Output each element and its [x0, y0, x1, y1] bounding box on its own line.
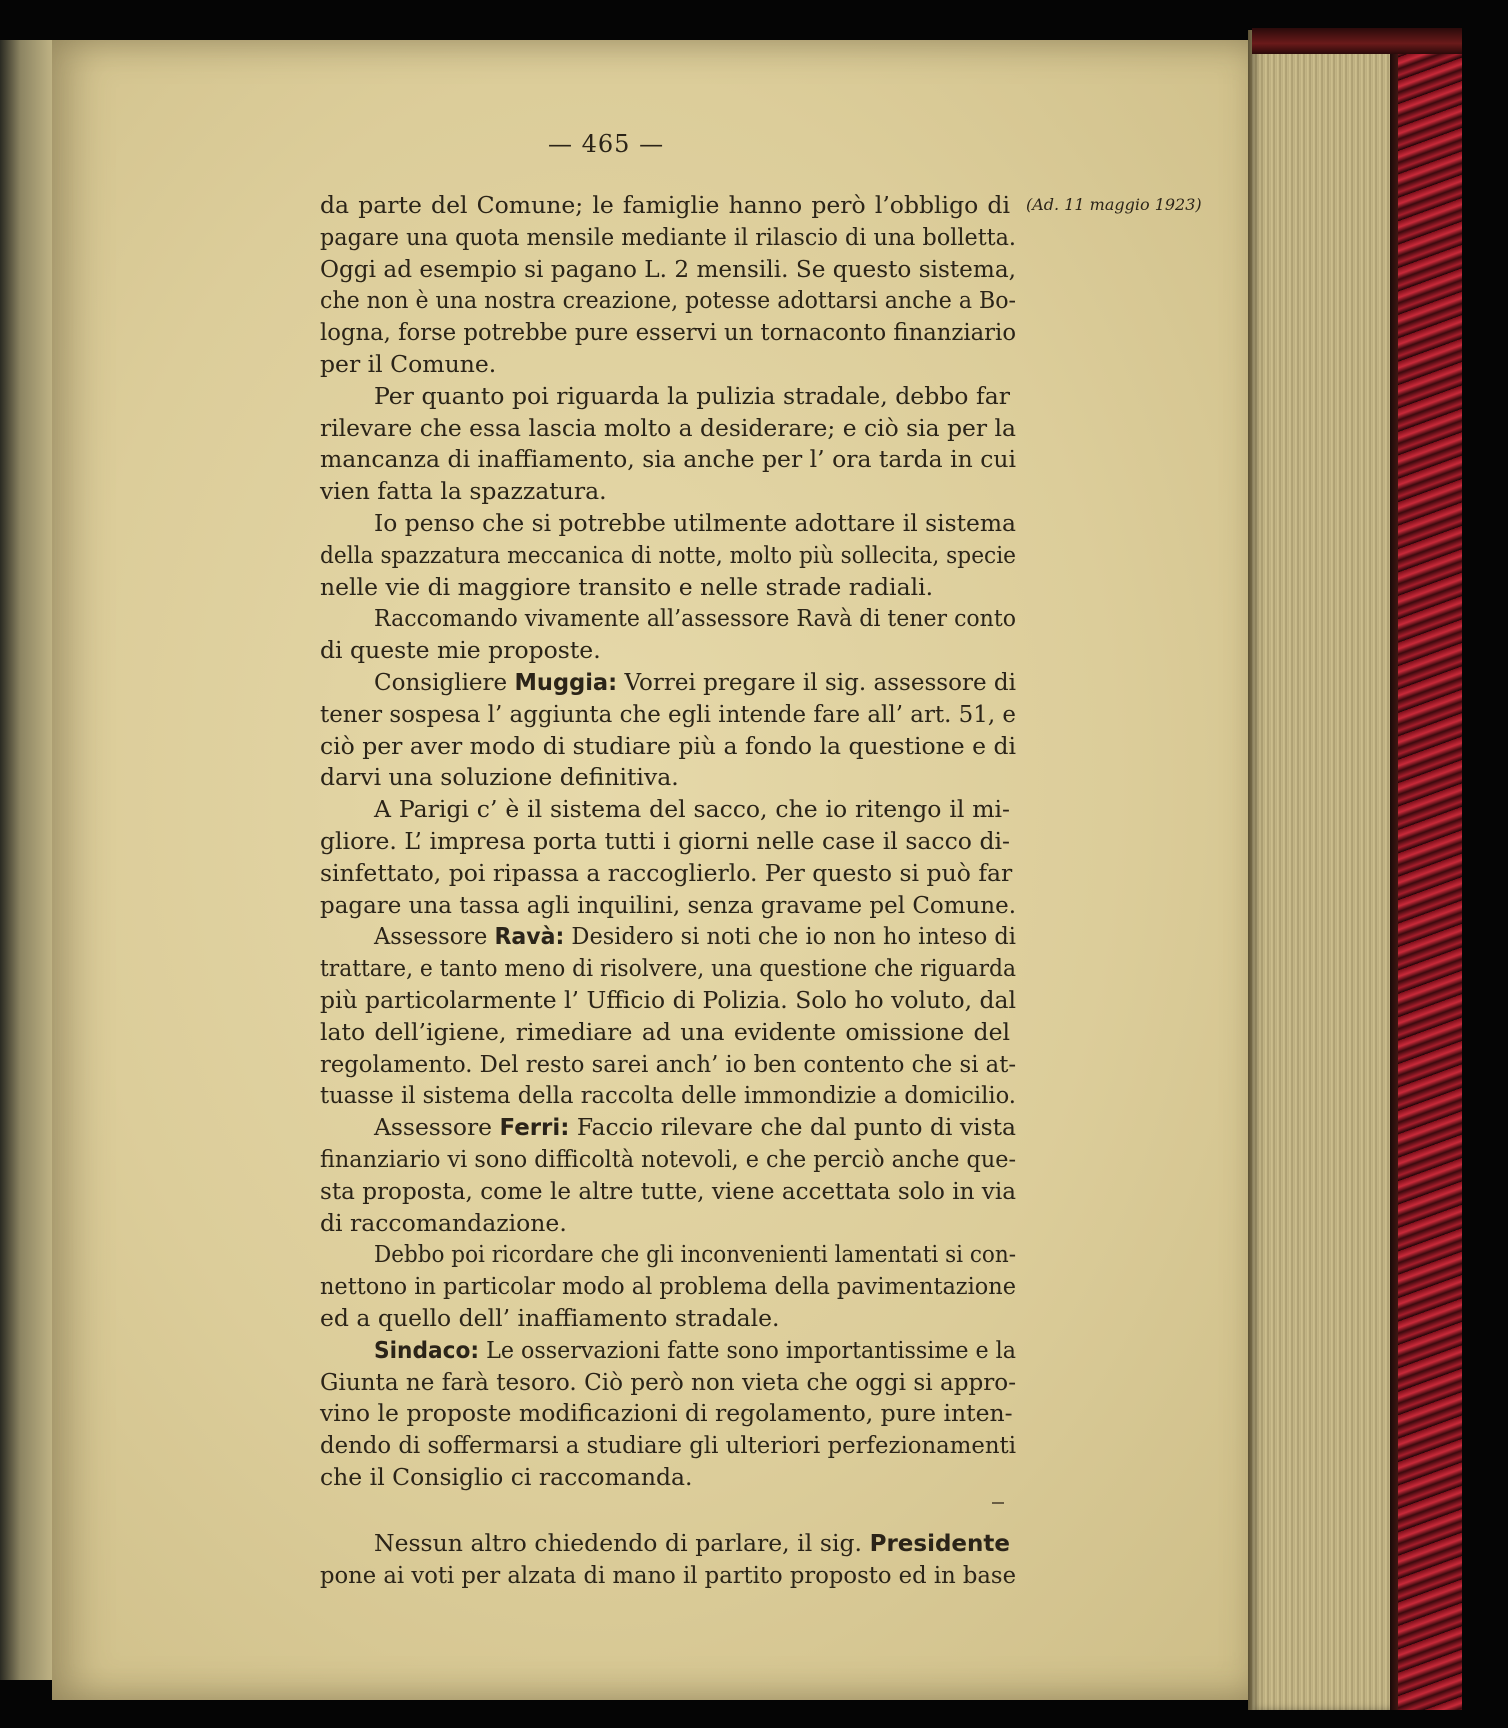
text-line	[320, 190, 1010, 220]
text-line	[374, 1239, 1016, 1269]
text-line	[320, 254, 1016, 284]
text-line	[320, 731, 1016, 761]
text-line	[320, 1560, 1016, 1590]
text-line	[320, 540, 1016, 570]
speaker-name: Ravà:	[494, 924, 565, 951]
text-line	[320, 953, 1016, 983]
text-line	[320, 349, 496, 379]
text-line	[320, 985, 1016, 1015]
text-line-content: di raccomandazione.	[320, 1208, 567, 1237]
margin-date-note: (Ad. 11 maggio 1923)	[1026, 195, 1202, 214]
text-line	[374, 667, 1016, 698]
text-line-content: Vorrei pregare il sig. assessore di	[617, 668, 1016, 696]
text-line	[320, 1271, 1016, 1301]
text-line	[320, 1049, 1016, 1079]
text-line-content: tuasse il sistema della raccolta delle immondizie a domicilio.	[320, 1081, 1016, 1110]
page-fore-edge	[1252, 30, 1402, 1710]
cover-top-edge	[1252, 28, 1462, 54]
text-line-content: vino le proposte modificazioni di regolamento, pure inten-	[320, 1399, 1013, 1428]
speaker-name: Sindaco:	[374, 1337, 480, 1364]
text-line	[320, 1208, 567, 1238]
text-line-content: trattare, e tanto meno di risolvere, una questione che riguarda	[320, 954, 1016, 983]
text-line	[374, 1528, 1010, 1559]
speaker-name: Presidente	[869, 1530, 1010, 1557]
section-divider	[992, 1502, 1004, 1504]
text-line	[320, 444, 1016, 474]
text-line-content: sinfettato, poi ripassa a raccoglierlo. Per questo si può far	[320, 858, 1013, 887]
text-line-content: Giunta ne farà tesoro. Ciò però non vieta che oggi si appro-	[320, 1367, 1016, 1396]
text-line-content: che il Consiglio ci raccomanda.	[320, 1463, 693, 1491]
text-line	[320, 1080, 1016, 1110]
text-line-content: tener sospesa l’ aggiunta che egli intende fare all’ art. 51, e	[320, 699, 1016, 728]
text-line-content: più particolarmente l’ Ufficio di Polizia. Solo ho voluto, dal	[320, 986, 1016, 1014]
text-line	[320, 476, 607, 506]
text-line-content: mancanza di inaffiamento, sia anche per l’ ora tarda in cui	[320, 445, 1016, 474]
text-line-content: che non è una nostra creazione, potesse adottarsi anche a Bo-	[320, 286, 1016, 315]
text-line-content: Nessun altro chiedendo di parlare, il sig.	[374, 1528, 870, 1557]
text-line-content: per il Comune.	[320, 350, 497, 378]
text-line	[320, 1430, 1016, 1460]
text-line-content: vien fatta la spazzatura.	[320, 477, 607, 506]
text-line	[320, 1017, 1010, 1047]
text-line-content: Assessore	[374, 922, 495, 951]
text-line	[374, 603, 1016, 633]
text-line	[320, 826, 1010, 856]
text-line	[320, 1367, 1016, 1397]
text-line-content: Oggi ad esempio si pagano L. 2 mensili. Se questo sistema,	[320, 254, 1016, 283]
text-line	[374, 1112, 1016, 1143]
text-line-content: Io penso che si potrebbe utilmente adottare il sistema	[374, 509, 1016, 537]
text-line-content: Assessore	[374, 1113, 500, 1142]
speaker-name: Ferri:	[499, 1115, 570, 1142]
text-line	[320, 1398, 1013, 1428]
text-line-content: Debbo poi ricordare che gli inconvenienti lamentati si con-	[374, 1240, 1016, 1269]
text-line	[320, 222, 1016, 252]
text-line	[320, 1303, 780, 1333]
text-line-content: gliore. L’ impresa porta tutti i giorni nelle case il sacco di-	[320, 827, 1010, 855]
page-number: — 465 —	[548, 130, 665, 158]
text-line	[320, 699, 1016, 729]
text-line-content: A Parigi c’ è il sistema del sacco, che io ritengo il mi-	[374, 795, 1010, 824]
text-line-content: rilevare che essa lascia molto a desiderare; e ciò sia per la	[320, 413, 1016, 442]
text-line	[374, 921, 1016, 952]
text-line	[320, 285, 1016, 315]
text-line	[320, 317, 1016, 347]
text-line-content: da parte del Comune; le famiglie hanno però l’obbligo di	[320, 191, 1010, 219]
text-line	[320, 762, 679, 792]
text-line-content: Raccomando vivamente all’assessore Ravà di tener conto	[374, 604, 1016, 633]
text-line-content: pone ai voti per alzata di mano il partito proposto ed in base	[320, 1560, 1016, 1589]
text-line-content: Per quanto poi riguarda la pulizia stradale, debbo far	[374, 381, 1010, 410]
text-line-content: sta proposta, come le altre tutte, viene accettata solo in via	[320, 1176, 1016, 1205]
text-line	[320, 890, 1016, 920]
text-line	[320, 635, 601, 665]
text-line-content: Faccio rilevare che dal punto di vista	[569, 1113, 1016, 1142]
text-line-content: dendo di soffermarsi a studiare gli ulteriori perfezionamenti	[320, 1431, 1016, 1460]
text-line-content: logna, forse potrebbe pure esservi un tornaconto finanziario	[320, 318, 1016, 347]
text-line	[320, 1176, 1016, 1206]
text-line-content: pagare una tassa agli inquilini, senza gravame pel Comune.	[320, 890, 1016, 919]
text-line-content: ed a quello dell’ inaffiamento stradale.	[320, 1304, 780, 1332]
text-line-content: nettono in particolar modo al problema della pavimentazione	[320, 1272, 1016, 1301]
text-line-content: finanziario vi sono difficoltà notevoli, e che perciò anche que-	[320, 1145, 1016, 1173]
text-line-content: ciò per aver modo di studiare più a fondo la questione e di	[320, 731, 1016, 760]
text-line-content: nelle vie di maggiore transito e nelle strade radiali.	[320, 572, 934, 601]
text-line-content: Consigliere	[374, 668, 515, 696]
text-line-content: regolamento. Del resto sarei anch’ io ben contento che si at-	[320, 1049, 1016, 1078]
text-line	[374, 508, 1016, 538]
text-line	[320, 1144, 1016, 1174]
text-line-content: pagare una quota mensile mediante il rilascio di una bolletta.	[320, 222, 1016, 251]
marbled-cover	[1398, 34, 1462, 1710]
text-line-content: lato dell’igiene, rimediare ad una evidente omissione del	[320, 1017, 1010, 1046]
left-facing-page	[0, 40, 58, 1680]
text-line-content: Desidero si noti che io non ho inteso di	[564, 922, 1016, 951]
text-line	[374, 794, 1010, 824]
text-line-content: darvi una soluzione definitiva.	[320, 763, 679, 792]
text-line-content: di queste mie proposte.	[320, 636, 601, 665]
text-line	[320, 413, 1016, 443]
text-line	[320, 572, 933, 602]
text-line	[320, 1462, 693, 1492]
text-line	[320, 858, 1012, 888]
text-line-content: Le osservazioni fatte sono importantissime e la	[479, 1335, 1016, 1364]
text-line	[374, 1335, 1016, 1366]
text-line-content: della spazzatura meccanica di notte, molto più sollecita, specie	[320, 540, 1016, 569]
text-line	[374, 381, 1010, 411]
speaker-name: Muggia:	[514, 670, 618, 696]
